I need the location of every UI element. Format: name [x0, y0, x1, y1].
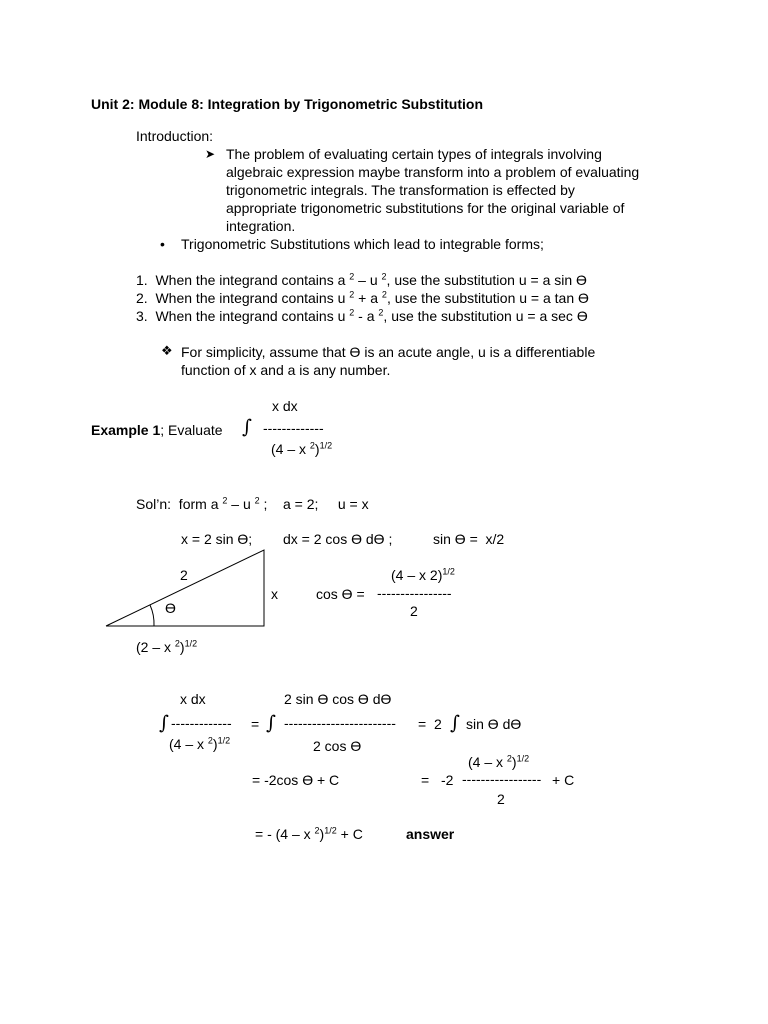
answer-label: answer	[406, 826, 455, 842]
dot-bullet-icon: •	[160, 236, 165, 252]
step2-denominator: 2	[497, 791, 505, 807]
rule-item: 2. When the integrand contains u $^2$ + a $^2$, use the substitution u = a tan Ө	[136, 289, 589, 306]
substitution-dx: dx = 2 cos Ө dӨ ;	[283, 531, 393, 547]
substitution-heading: Trigonometric Substitutions which lead to integrable forms;	[181, 236, 544, 252]
triangle-hypotenuse-label: 2	[180, 567, 188, 583]
step1-rhs-denominator: 2 cos Ө	[313, 738, 362, 754]
step2-coefficient: -2	[441, 772, 454, 788]
solution-line: Sol’n: form a $^2$ – u $^2$ ; a = 2; u = x	[136, 495, 369, 512]
step1-numerator: x dx	[180, 691, 206, 707]
step1-rhs-numerator: 2 sin Ө cos Ө dӨ	[284, 691, 392, 707]
final-result: = - (4 – x $^2$)$^{1/2}$ + C	[255, 825, 363, 842]
step1-fraction-bar: -------------	[171, 715, 232, 731]
intro-label: Introduction:	[136, 128, 214, 144]
rule-item: 3. When the integrand contains u $^2$ - a $^2$, use the substitution u = a sec Ө	[136, 307, 588, 324]
step2-numerator: (4 – x $^2$)$^{1/2}$	[468, 753, 530, 770]
step2-fraction-bar: -----------------	[462, 771, 542, 787]
note-line: For simplicity, assume that Ө is an acute angle, u is a differentiable	[181, 344, 596, 360]
cos-lhs: cos Ө =	[316, 586, 369, 602]
rule-item: 1. When the integrand contains a $^2$ – u $^2$, use the substitution u = a sin Ө	[136, 271, 587, 288]
triangle-opposite-label: x	[271, 586, 278, 602]
intro-line: algebraic expression maybe transform into a problem of evaluating	[226, 164, 640, 180]
note-line: function of x and a is any number.	[181, 362, 391, 378]
intro-line: The problem of evaluating certain types of integrals involving	[226, 146, 602, 162]
step1-rhs-fraction-bar: ------------------------	[284, 715, 396, 731]
page-title: Unit 2: Module 8: Integration by Trigonometric Substitution	[91, 96, 483, 112]
cos-numerator: (4 – x 2)$^{1/2}$	[391, 566, 455, 583]
intro-line: trigonometric integrals. The transformation is effected by	[226, 182, 575, 198]
example-fraction-bar: -------------	[263, 420, 324, 436]
integral-sign-icon: ∫	[159, 712, 169, 734]
step2-equals: =	[421, 772, 430, 788]
step1-equals-two: = 2	[418, 716, 442, 732]
cos-fraction-bar: ----------------	[377, 585, 452, 601]
step1-denominator: (4 – x $^2$)$^{1/2}$	[169, 735, 231, 752]
triangle-angle-label: Ө	[165, 600, 176, 616]
integral-sign-icon: ∫	[450, 712, 460, 734]
integral-sign-icon: ∫	[266, 712, 276, 734]
intro-line: integration.	[226, 218, 296, 234]
step1-equals: =	[251, 716, 260, 732]
arrow-bullet-icon: ➤	[205, 147, 216, 161]
example-heading: Example 1; Evaluate	[91, 422, 223, 438]
cos-denominator: 2	[410, 603, 418, 619]
substitution-x: x = 2 sin Ө;	[181, 531, 253, 547]
step2-lhs: = -2cos Ө + C	[252, 772, 340, 788]
step1-final: sin Ө dӨ	[466, 716, 522, 732]
step2-plus-c: + C	[552, 772, 575, 788]
triangle-adjacent-label: (2 – x $^2$)$^{1/2}$	[136, 638, 198, 655]
intro-line: appropriate trigonometric substitutions for the original variable of	[226, 200, 625, 216]
integral-sign-icon: ∫	[242, 416, 252, 438]
example-denominator: (4 – x $^2$)$^{1/2}$	[271, 440, 333, 457]
substitution-sin: sin Ө = x/2	[433, 531, 505, 547]
diamond-bullet-icon: ❖	[161, 344, 173, 359]
example-numerator: x dx	[272, 398, 298, 414]
